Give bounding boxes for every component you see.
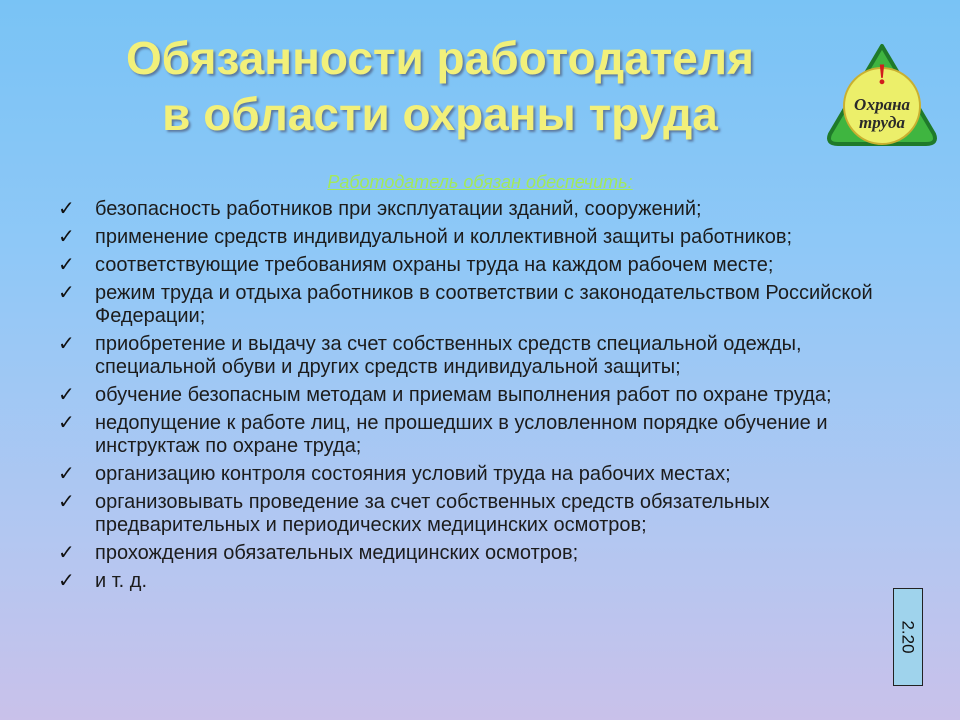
badge-line-2: труда (859, 113, 905, 132)
list-item-text: организацию контроля состояния условий труда на рабочих местах; (95, 463, 731, 485)
list-item-text: безопасность работников при эксплуатации зданий, сооружений; (95, 198, 702, 220)
list-item-text: обучение безопасным методам и приемам выполнения работ по охране труда; (95, 384, 832, 406)
badge-line-1: Охрана (853, 95, 911, 114)
list-item (58, 570, 908, 593)
title-line-1: Обязанности работодателя (126, 32, 754, 84)
check-icon: ✓ (58, 254, 75, 276)
badge-exclamation: ! (877, 58, 887, 91)
list-item-text: применение средств индивидуальной и коллективной защиты работников; (95, 226, 793, 248)
list-item-text: режим труда и отдыха работников в соответствии с законодательством Российской Федерации; (95, 282, 873, 327)
list-item (58, 542, 908, 565)
list-item (58, 333, 908, 379)
slide-number: 2.20 (899, 620, 918, 654)
check-icon: ✓ (58, 384, 75, 406)
list-item (58, 384, 908, 407)
list-item-text: приобретение и выдачу за счет собственных средств специальной одежды, специальной обуви и других средств индивидуальной защиты; (95, 333, 802, 378)
list-item-text: и т. д. (95, 570, 148, 592)
list-item (58, 282, 908, 328)
list-item (58, 198, 908, 221)
slide-title (40, 30, 840, 142)
labor-safety-badge (818, 36, 946, 154)
subtitle: Работодатель обязан обеспечить: (327, 172, 633, 192)
list-item (58, 412, 908, 458)
list-item-text: недопущение к работе лиц, не прошедших в условленном порядке обучение и инструктаж по охране труда; (95, 412, 828, 457)
obligations-list (58, 198, 908, 598)
check-icon: ✓ (58, 570, 75, 592)
list-item (58, 254, 908, 277)
check-icon: ✓ (58, 282, 75, 304)
check-icon: ✓ (58, 463, 75, 485)
list-item (58, 463, 908, 486)
check-icon: ✓ (58, 412, 75, 434)
list-item (58, 226, 908, 249)
title-line-2: в области охраны труда (162, 88, 718, 140)
check-icon: ✓ (58, 333, 75, 355)
list-item-text: соответствующие требованиям охраны труда на каждом рабочем месте; (95, 254, 774, 276)
check-icon: ✓ (58, 542, 75, 564)
check-icon: ✓ (58, 198, 75, 220)
list-item (58, 491, 908, 537)
check-icon: ✓ (58, 226, 75, 248)
slide-number-box (893, 588, 923, 686)
list-item-text: организовывать проведение за счет собственных средств обязательных предварительных и периодических медицинских осмотров; (95, 491, 770, 536)
check-icon: ✓ (58, 491, 75, 513)
list-item-text: прохождения обязательных медицинских осмотров; (95, 542, 579, 564)
